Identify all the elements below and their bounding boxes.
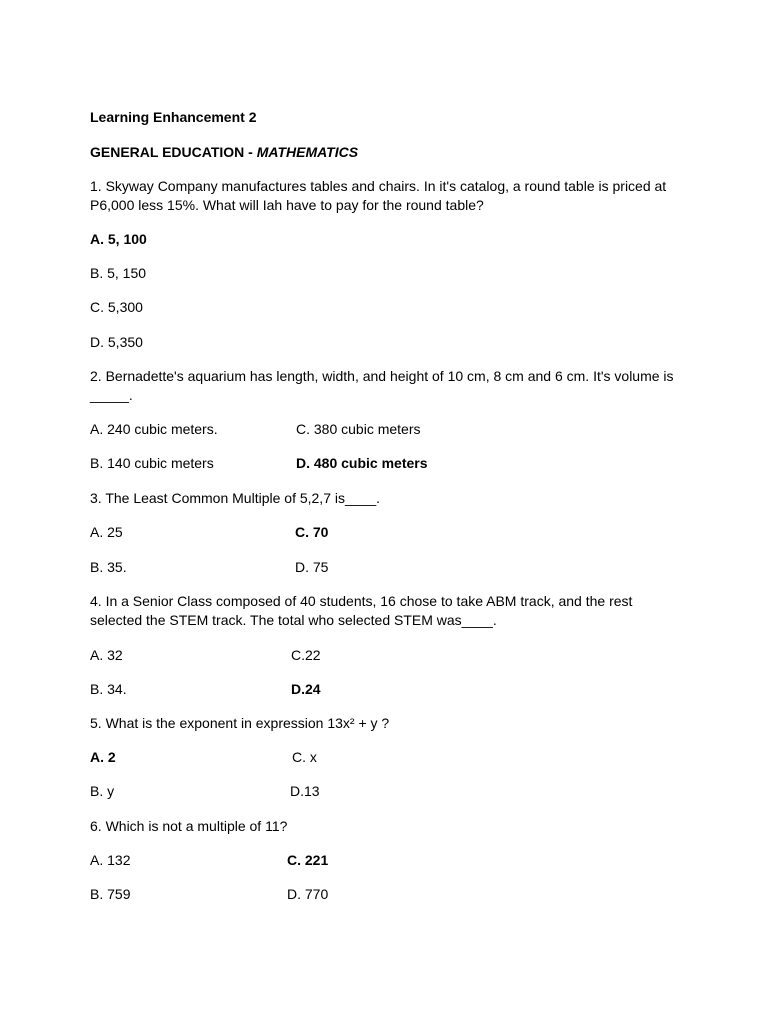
question-1-choice-b: B. 5, 150 [90,265,147,281]
question-6-choice-d: D. 770 [287,886,329,902]
question-1-choice-d: D. 5,350 [90,334,143,350]
section-heading-prefix: GENERAL EDUCATION - [90,144,257,160]
question-5-choice-a: A. 2 [90,749,116,765]
question-3-choice-b: B. 35. [90,559,127,575]
question-3-choice-c: C. 70 [295,524,329,540]
question-6-choice-b: B. 759 [90,886,131,902]
question-2-choice-a: A. 240 cubic meters. [90,421,218,437]
question-5-text: 5. What is the exponent in expression 13x² + y ? [90,715,390,731]
question-4-choice-a: A. 32 [90,647,123,663]
question-6-choice-a: A. 132 [90,852,131,868]
question-1-text: 1. Skyway Company manufactures tables and chairs. In it's catalog, a round table is priced at P6,000 less 15%. What will Iah have to pay for the round table? [90,178,667,213]
question-5-choice-c: C. x [292,749,317,765]
question-1-choice-c: C. 5,300 [90,299,143,315]
question-2-text: 2. Bernadette's aquarium has length, width, and height of 10 cm, 8 cm and 6 cm. It's volume is _____. [90,368,674,403]
section-heading-subject: MATHEMATICS [256,144,359,160]
section-heading [90,143,358,161]
question-1-choice-a: A. 5, 100 [90,231,147,247]
question-4-text: 4. In a Senior Class composed of 40 students, 16 chose to take ABM track, and the rest selected the STEM track. The total who selected STEM was____. [90,593,633,628]
question-3-text: 3. The Least Common Multiple of 5,2,7 is____. [90,490,381,506]
question-3-choice-d: D. 75 [295,559,329,575]
question-4-choice-c: C.22 [291,647,321,663]
question-3-choice-a: A. 25 [90,524,123,540]
question-4-choice-b: B. 34. [90,681,127,697]
question-2-choice-b: B. 140 cubic meters [90,455,214,471]
document-heading: Learning Enhancement 2 [90,109,257,125]
question-6-choice-c: C. 221 [287,852,329,868]
question-5-choice-d: D.13 [290,783,320,799]
question-4-choice-d: D.24 [291,681,321,697]
question-5-choice-b: B. y [90,783,115,799]
question-6-text: 6. Which is not a multiple of 11? [90,818,288,834]
question-2-choice-d: D. 480 cubic meters [296,455,428,471]
question-2-choice-c: C. 380 cubic meters [296,421,421,437]
